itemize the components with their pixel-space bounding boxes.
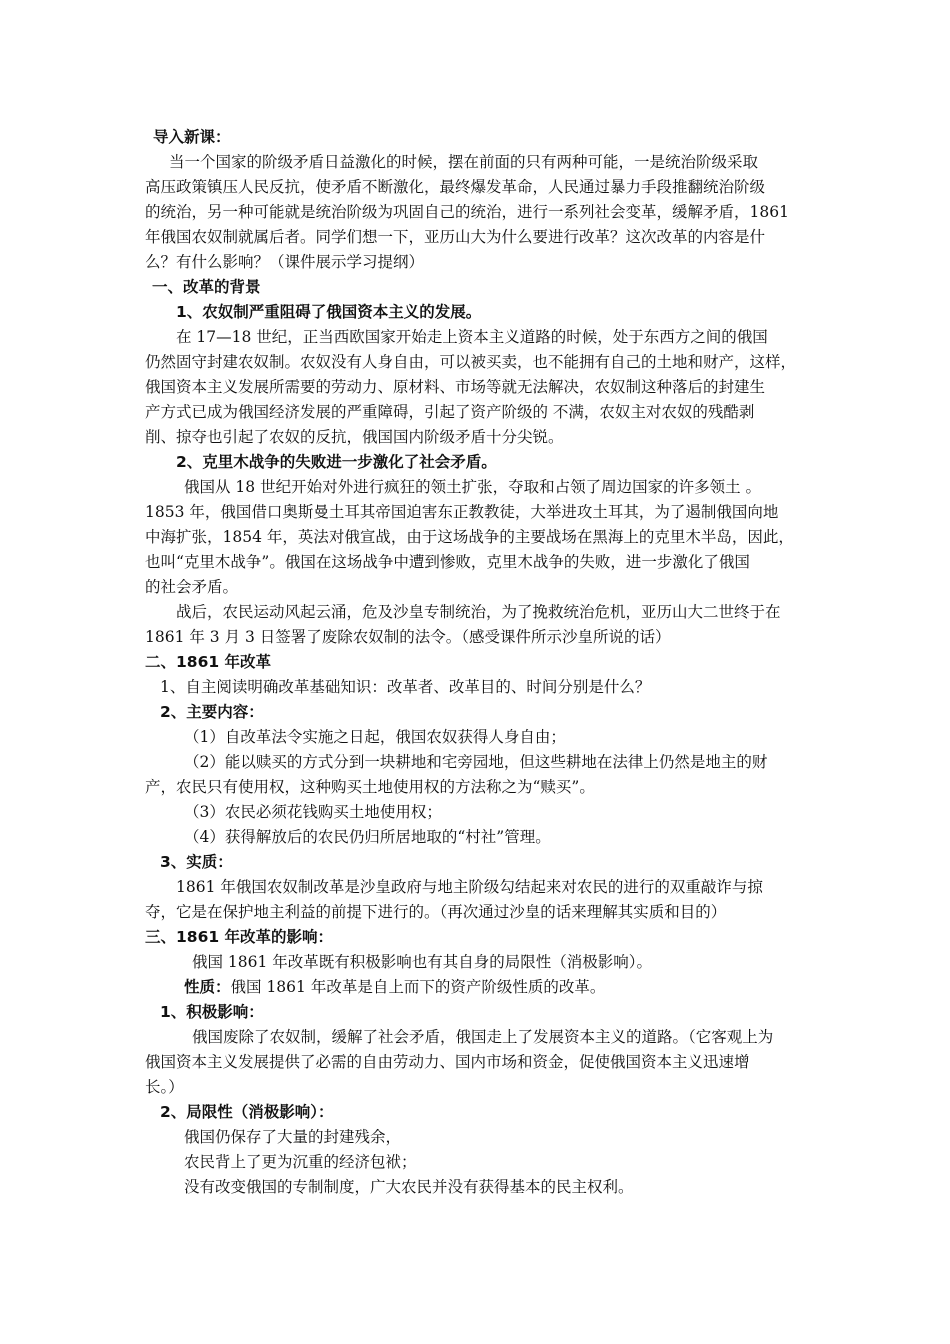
section2-item2-heading: 2、主要内容： bbox=[160, 703, 264, 721]
limitation-item: 农民背上了更为沉重的经济包袱； bbox=[184, 1153, 417, 1171]
section1-sub2-heading: 2、克里木战争的失败进一步激化了社会矛盾。 bbox=[176, 453, 497, 471]
limitation-item: 没有改变俄国的专制制度，广大农民并没有获得基本的民主权利。 bbox=[184, 1178, 634, 1196]
content-item: （1）自改革法令实施之日起，俄国农奴获得人身自由； bbox=[184, 728, 566, 746]
intro-line: 当一个国家的阶级矛盾日益激化的时候，摆在前面的只有两种可能，一是统治阶级采取 bbox=[169, 153, 759, 171]
paragraph-line: 1853 年，俄国借口奥斯曼土耳其帝国迫害东正教教徒，大举进攻土耳其，为了遏制俄国向地 bbox=[145, 503, 779, 521]
intro-line: 的统治，另一种可能就是统治阶级为巩固自己的统治，进行一系列社会变革，缓解矛盾，1861 bbox=[145, 203, 789, 221]
paragraph-line: 产方式已成为俄国经济发展的严重障碍，引起了资产阶级的 不满，农奴主对农奴的残酷剥 bbox=[145, 403, 755, 421]
paragraph-line: 俄国从 18 世纪开始对外进行疯狂的领土扩张，夺取和占领了周边国家的许多领土 。 bbox=[184, 478, 762, 496]
paragraph-line: 1861 年 3 月 3 日签署了废除农奴制的法令。（感受课件所示沙皇所说的话） bbox=[145, 628, 671, 646]
section3-intro: 俄国 1861 年改革既有积极影响也有其自身的局限性（消极影响）。 bbox=[192, 953, 653, 971]
content-item: 产，农民只有使用权，这种购买土地使用权的方法称之为“赎买”。 bbox=[145, 778, 595, 796]
paragraph-line: 俄国资本主义发展提供了必需的自由劳动力、国内市场和资金，促使俄国资本主义迅速增 bbox=[145, 1053, 750, 1071]
section1-sub1-heading: 1、农奴制严重阻碍了俄国资本主义的发展。 bbox=[176, 303, 482, 321]
section2-item3-heading: 3、实质： bbox=[160, 853, 233, 871]
paragraph-line: 的社会矛盾。 bbox=[145, 578, 239, 596]
paragraph-line: 战后，农民运动风起云涌，危及沙皇专制统治，为了挽救统治危机，亚历山大二世终于在 bbox=[176, 603, 781, 621]
nature-label: 性质： bbox=[184, 978, 231, 996]
section3-heading: 三、1861 年改革的影响： bbox=[145, 928, 334, 946]
intro-line: 高压政策镇压人民反抗，使矛盾不断激化，最终爆发革命，人民通过暴力手段推翻统治阶级 bbox=[145, 178, 766, 196]
positive-heading: 1、积极影响： bbox=[160, 1003, 264, 1021]
intro-heading: 导入新课： bbox=[153, 128, 231, 146]
intro-line: 么？有什么影响？（课件展示学习提纲） bbox=[145, 253, 425, 271]
nature-line bbox=[184, 977, 605, 997]
section2-item1: 1、自主阅读明确改革基础知识：改革者、改革目的、时间分别是什么？ bbox=[160, 678, 651, 696]
content-item: （3）农民必须花钱购买土地使用权； bbox=[184, 803, 442, 821]
paragraph-line: 1861 年俄国农奴制改革是沙皇政府与地主阶级勾结起来对农民的进行的双重敲诈与掠 bbox=[176, 878, 763, 896]
negative-heading: 2、局限性（消极影响）： bbox=[160, 1103, 334, 1121]
paragraph-line: 仍然固守封建农奴制。农奴没有人身自由，可以被买卖，也不能拥有自己的土地和财产，这样， bbox=[145, 353, 797, 371]
paragraph-line: 削、掠夺也引起了农奴的反抗，俄国国内阶级矛盾十分尖锐。 bbox=[145, 428, 564, 446]
paragraph-line: 夺，它是在保护地主利益的前提下进行的。（再次通过沙皇的话来理解其实质和目的） bbox=[145, 903, 727, 921]
paragraph-line: 俄国资本主义发展所需要的劳动力、原材料、市场等就无法解决，农奴制这种落后的封建生 bbox=[145, 378, 766, 396]
intro-line: 年俄国农奴制就属后者。同学们想一下，亚历山大为什么要进行改革？这次改革的内容是什 bbox=[145, 228, 766, 246]
paragraph-line: 在 17—18 世纪，正当西欧国家开始走上资本主义道路的时候，处于东西方之间的俄国 bbox=[176, 328, 768, 346]
limitation-item: 俄国仍保存了大量的封建残余， bbox=[184, 1128, 402, 1146]
content-item: （4）获得解放后的农民仍归所居地取的“村社”管理。 bbox=[184, 828, 551, 846]
paragraph-line: 中海扩张，1854 年，英法对俄宣战，由于这场战争的主要战场在黑海上的克里木半岛，因此， bbox=[145, 528, 794, 546]
section2-heading: 二、1861 年改革 bbox=[145, 653, 272, 671]
section1-heading: 一、改革的背景 bbox=[152, 278, 261, 296]
paragraph-line: 长。） bbox=[145, 1078, 184, 1096]
paragraph-line: 俄国废除了农奴制，缓解了社会矛盾，俄国走上了发展资本主义的道路。（它客观上为 bbox=[192, 1028, 774, 1046]
nature-text: 俄国 1861 年改革是自上而下的资产阶级性质的改革。 bbox=[230, 978, 606, 996]
paragraph-line: 也叫“克里木战争”。俄国在这场战争中遭到惨败，克里木战争的失败，进一步激化了俄国 bbox=[145, 553, 750, 571]
content-item: （2）能以赎买的方式分到一块耕地和宅旁园地，但这些耕地在法律上仍然是地主的财 bbox=[184, 753, 768, 771]
